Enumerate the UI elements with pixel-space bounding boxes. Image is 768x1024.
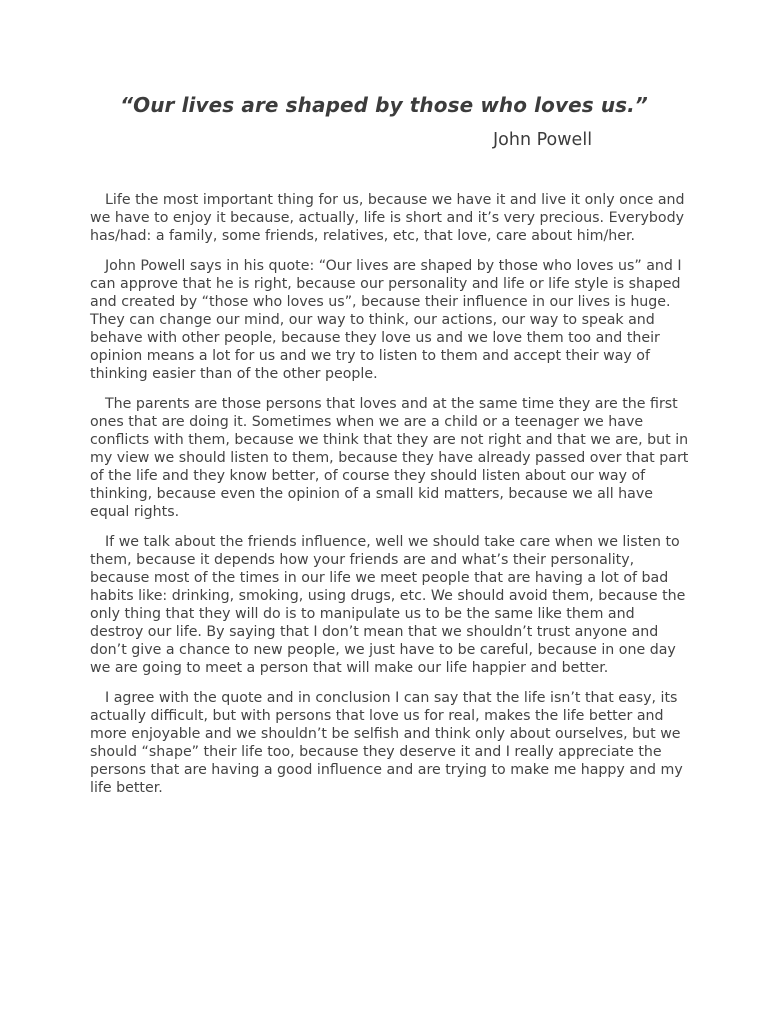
paragraph: Life the most important thing for us, because we have it and live it only once and we have to enjoy it because, actually, life is short and it’s very precious. Everybody has/had: a family, some friends, relatives, etc, that love, care about him/her. bbox=[90, 192, 685, 244]
paragraph: John Powell says in his quote: “Our lives are shaped by those who loves us” and I can approve that he is right, because our personality and life or life style is shaped and created by “those who loves us”, because their influence in our lives is huge. They can change our mind, our way to think, our actions, our way to speak and behave with other people, because they love us and we love them too and their opinion means a lot for us and we try to listen to them and accept their way of thinking easier than of the other people. bbox=[90, 258, 682, 382]
quote-author: John Powell bbox=[493, 130, 593, 150]
paragraph: I agree with the quote and in conclusion I can say that the life isn’t that easy, its actually difficult, but with persons that love us for real, makes the life better and more enjoyable and we shouldn’t be selfish and think only about ourselves, but we should “shape” their life too, because they deserve it and I really appreciate the persons that are having a good influence and are trying to make me happy and my life better. bbox=[90, 690, 683, 796]
quote-title: “Our lives are shaped by those who loves us.” bbox=[120, 93, 648, 117]
paragraph: If we talk about the friends influence, well we should take care when we listen to them, because it depends how your friends are and what’s their personality, because most of the times in our life we meet people that are having a lot of bad habits like: drinking, smoking, using drugs, etc. We should avoid them, because the only thing that they will do is to manipulate us to be the same like them and destroy our life. By saying that I don’t mean that we shouldn’t trust anyone and don’t give a chance to new people, we just have to be careful, because in one day we are going to meet a person that will make our life happier and better. bbox=[90, 534, 686, 676]
essay-body bbox=[90, 191, 690, 809]
paragraph: The parents are those persons that loves and at the same time they are the first ones that are doing it. Sometimes when we are a child or a teenager we have conflicts with them, because we think that they are not right and that we are, but in my view we should listen to them, because they have already passed over that part of the life and they know better, of course they should listen about our way of thinking, because even the opinion of a small kid matters, because we all have equal rights. bbox=[90, 396, 689, 520]
